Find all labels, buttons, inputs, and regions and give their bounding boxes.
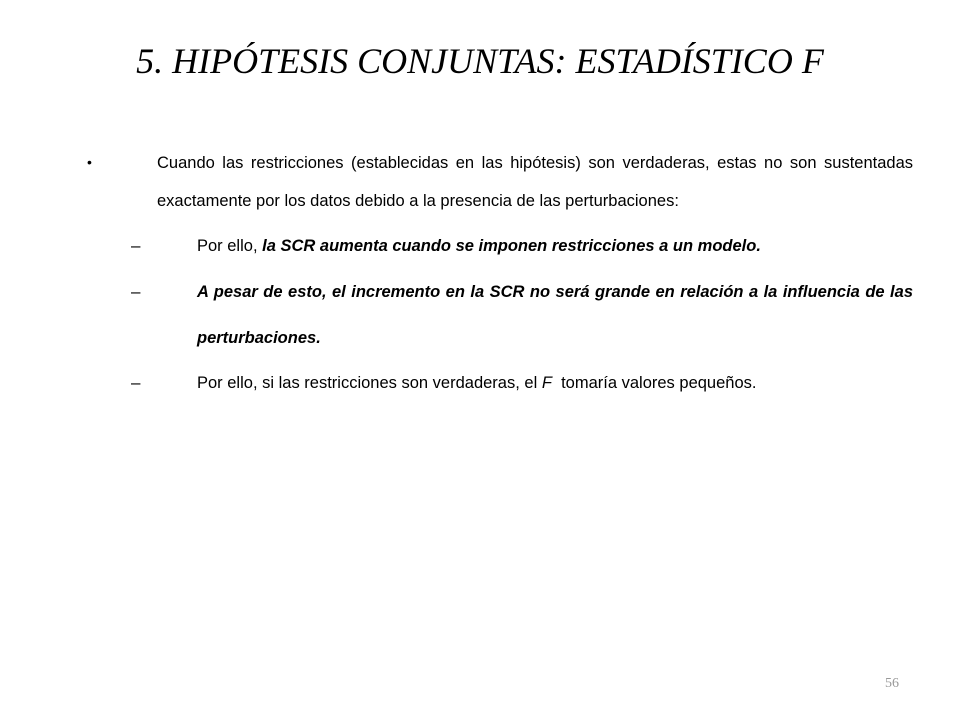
dash-marker: – xyxy=(131,236,141,255)
dash-marker: – xyxy=(131,373,141,392)
sub-bullet-1-prefix: Por ello, xyxy=(197,237,263,255)
sub-bullet-3-prefix: Por ello, si las restricciones son verdaderas, el xyxy=(197,374,542,392)
sub-bullet-1-text xyxy=(197,223,913,269)
page-number: 56 xyxy=(885,676,899,691)
f-variable: F xyxy=(541,374,552,392)
sub-bullet-2-text: A pesar de esto, el incremento en la SCR no será grande en relación a la influencia de las perturbaciones. xyxy=(197,283,913,347)
dash-marker: – xyxy=(131,282,141,301)
slide-title: 5. HIPÓTESIS CONJUNTAS: ESTADÍSTICO F xyxy=(136,41,824,81)
bullet-marker: • xyxy=(87,154,92,170)
sub-bullet-1-emphasis: la SCR aumenta cuando se imponen restricciones a un modelo. xyxy=(262,237,761,255)
bullet-text: Cuando las restricciones (establecidas en las hipótesis) son verdaderas, estas no son sustentadas exactamente por los datos debido a la presencia de las perturbaciones: xyxy=(157,154,913,210)
sub-bullet-3-suffix: tomaría valores pequeños. xyxy=(551,374,757,392)
sub-bullet-3-text xyxy=(197,360,913,406)
